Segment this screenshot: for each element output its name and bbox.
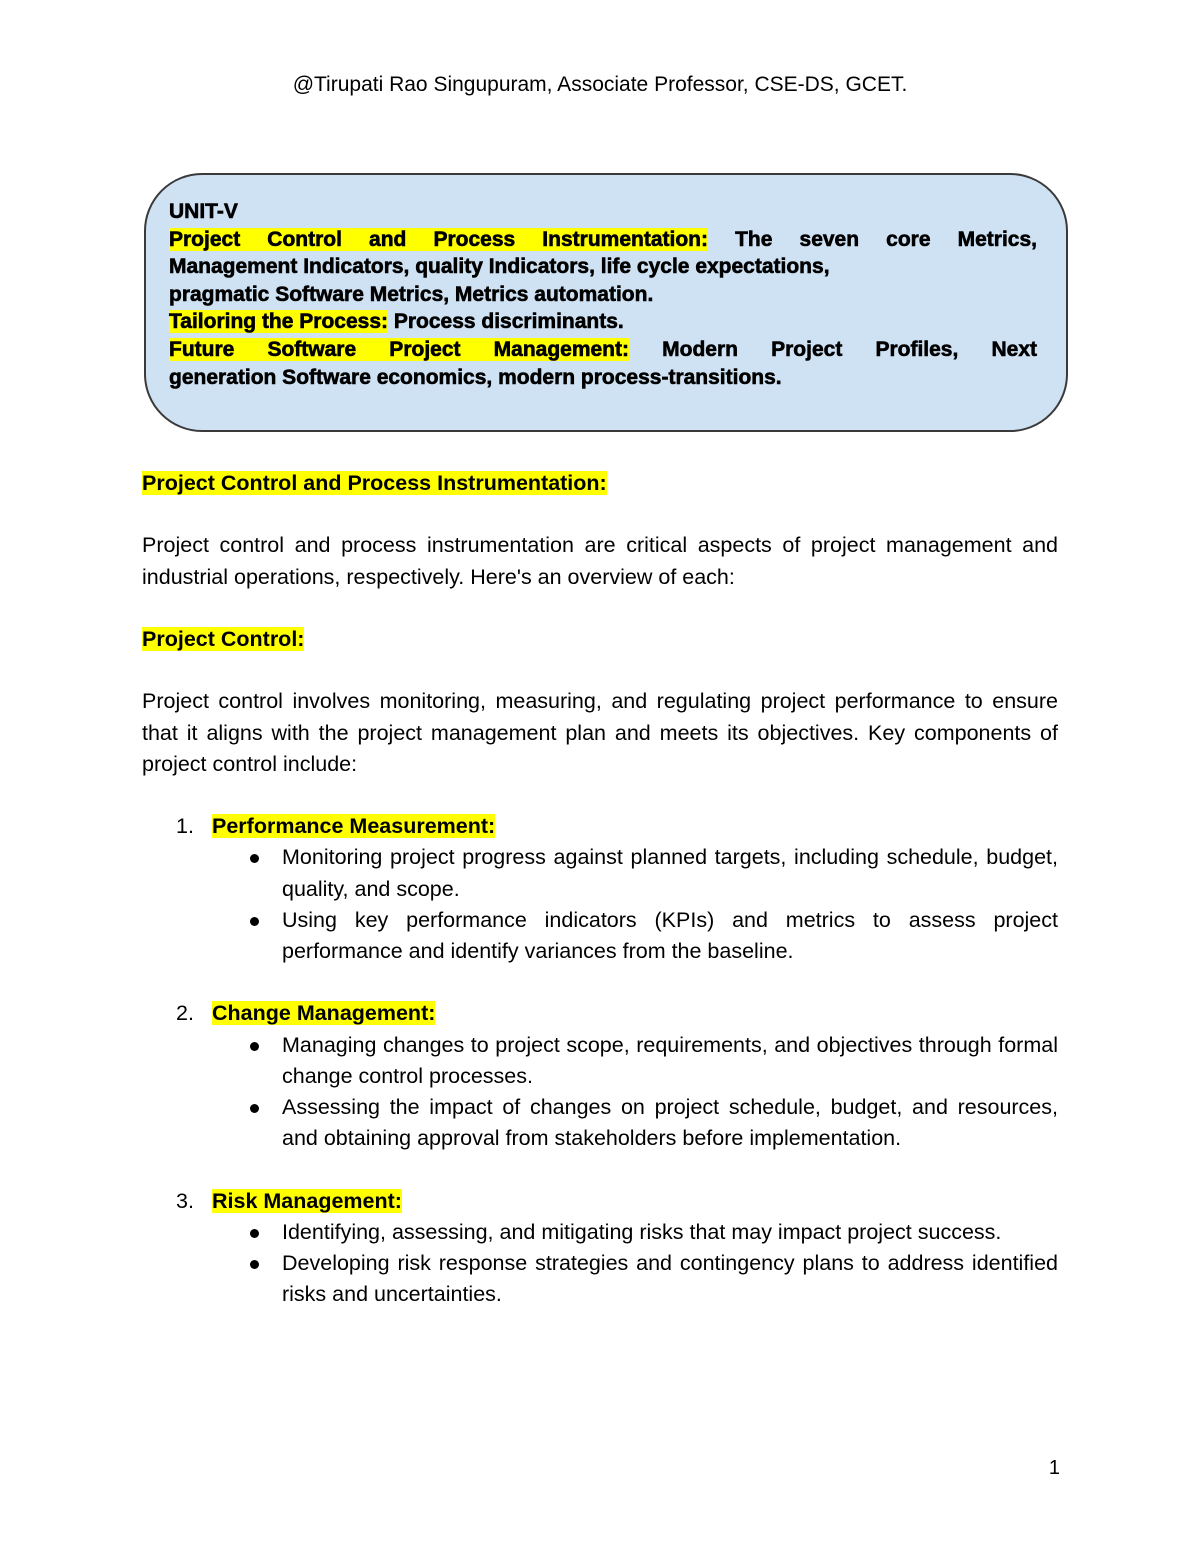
subsection-heading [142, 624, 1058, 655]
section-intro-paragraph: Project control and process instrumentation are critical aspects of project management and industrial operations, respectively. Here's an overview of each: [142, 533, 1058, 589]
section-heading [142, 468, 1058, 499]
unit-label: UNIT-V [169, 200, 238, 223]
bullet-item [282, 1248, 1058, 1310]
unit-line-3: pragmatic Software Metrics, Metrics automation. [169, 282, 654, 306]
bullet-text: Using key performance indicators (KPIs) and metrics to assess project performance and identify variances from the baseline. [282, 907, 1058, 963]
bullet-dot-icon [250, 1260, 259, 1269]
list-item-title: Performance Measurement: [212, 814, 496, 839]
bullet-text: Managing changes to project scope, requirements, and objectives through formal change control processes. [282, 1032, 1058, 1088]
unit-summary-text [169, 198, 1037, 391]
bullet-dot-icon [250, 917, 259, 926]
unit-topic-3-title: Future Software Project Management: [169, 337, 629, 361]
subsection-heading-text: Project Control: [142, 626, 305, 651]
bullet-text: Assessing the impact of changes on project schedule, budget, and resources, and obtaining approval from stakeholders before implementation. [282, 1094, 1058, 1151]
unit-topic-2-rest: Process discriminants. [388, 310, 624, 334]
document-body [142, 468, 1058, 1310]
bullet-text: Developing risk response strategies and contingency plans to address identified risks and uncertainties. [282, 1250, 1058, 1307]
unit-line-4 [169, 308, 1037, 336]
page-header: @Tirupati Rao Singupuram, Associate Professor, CSE-DS, GCET. [292, 73, 908, 96]
unit-topic-1-rest: The seven core Metrics, [707, 227, 1037, 251]
unit-line-6: generation Software economics, modern process-transitions. [169, 365, 782, 389]
list-item [142, 811, 1058, 842]
bullet-item [282, 905, 1058, 967]
section-heading-text: Project Control and Process Instrumentation: [142, 471, 607, 495]
bullet-dot-icon [250, 1229, 259, 1238]
list-item-title: Change Management: [212, 1001, 436, 1026]
bullet-list [142, 1217, 1058, 1311]
bullet-item [282, 842, 1058, 904]
bullet-list [142, 1030, 1058, 1155]
bullet-dot-icon [250, 1104, 259, 1113]
unit-line-5 [169, 336, 1037, 364]
bullet-list [142, 842, 1058, 967]
bullet-item [282, 1092, 1058, 1154]
bullet-text: Identifying, assessing, and mitigating risks that may impact project success. [282, 1219, 1002, 1244]
unit-line-2: Management Indicators, quality Indicators, life cycle expectations, [169, 255, 830, 279]
unit-topic-2-title: Tailoring the Process: [169, 310, 388, 334]
page-number: 1 [1048, 1457, 1060, 1479]
unit-topic-1-title: Project Control and Process Instrumentation: [169, 227, 708, 251]
bullet-dot-icon [250, 854, 259, 863]
list-item [142, 998, 1058, 1029]
bullet-item [282, 1030, 1058, 1092]
unit-line-1 [169, 226, 1037, 254]
list-item-title: Risk Management: [212, 1188, 402, 1213]
list-item [142, 1186, 1058, 1217]
list-item-number: 3. [176, 1188, 194, 1213]
bullet-item [282, 1217, 1058, 1248]
bullet-dot-icon [250, 1042, 259, 1051]
list-item-number: 2. [176, 1001, 194, 1026]
list-item-number: 1. [176, 814, 194, 839]
bullet-text: Monitoring project progress against planned targets, including schedule, budget, quality, and scope. [282, 845, 1058, 901]
unit-topic-3-rest: Modern Project Profiles, Next [629, 337, 1037, 361]
subsection-intro-paragraph: Project control involves monitoring, measuring, and regulating project performance to ensure that it aligns with the project management plan and meets its objectives. Key components of project control include: [142, 689, 1058, 776]
